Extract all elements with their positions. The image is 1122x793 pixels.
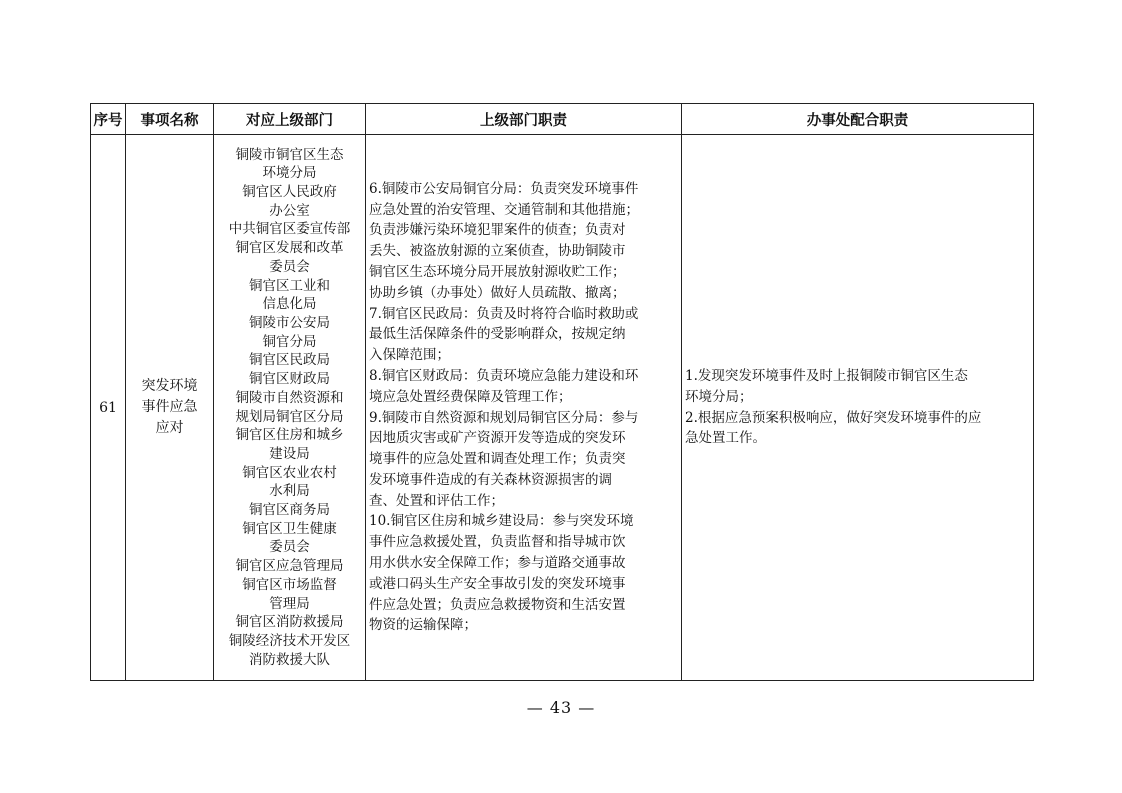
header-item-name: 事项名称 — [126, 104, 214, 135]
text-line: 协助乡镇（办事处）做好人员疏散、撤离； — [369, 284, 626, 301]
text-line: 丢失、被盗放射源的立案侦查，协助铜陵市 — [369, 243, 626, 260]
text-line: 6.铜陵市公安局铜官分局：负责突发环境事件 — [369, 180, 639, 197]
text-line: 铜官区市场监督 — [242, 576, 337, 593]
text-line: 8.铜官区财政局：负责环境应急能力建设和环 — [369, 367, 639, 384]
text-line: 铜陵市铜官区生态 — [235, 146, 344, 163]
text-line: 铜官区应急管理局 — [235, 558, 344, 575]
text-line: 物资的运输保障； — [369, 617, 477, 634]
cell-duty — [366, 135, 682, 681]
text-line: 事件应急救援处置，负责监督和指导城市饮 — [369, 534, 626, 551]
table-row — [91, 135, 1034, 681]
text-line: 规划局铜官区分局 — [235, 408, 344, 425]
text-line: 10.铜官区住房和城乡建设局：参与突发环境 — [369, 513, 634, 530]
header-seq: 序号 — [91, 104, 126, 135]
text-line: 环境分局； — [685, 388, 753, 405]
header-duty: 上级部门职责 — [366, 104, 682, 135]
text-line: 信息化局 — [262, 296, 317, 313]
text-line: 2.根据应急预案积极响应，做好突发环境事件的应 — [685, 409, 982, 426]
text-line: 建设局 — [269, 445, 310, 462]
text-line: 中共铜官区委宣传部 — [228, 221, 351, 238]
text-line: 事件应急 — [141, 399, 198, 415]
text-line: 件应急处置；负责应急救援物资和生活安置 — [369, 596, 626, 613]
text-line: 办公室 — [269, 202, 310, 219]
text-line: 发环境事件造成的有关森林资源损害的调 — [369, 471, 612, 488]
text-line: 用水供水安全保障工作；参与道路交通事故 — [369, 555, 626, 572]
text-line: 委员会 — [269, 258, 310, 275]
text-line: 因地质灾害或矿产资源开发等造成的突发环 — [369, 430, 626, 447]
header-row — [91, 104, 1034, 135]
header-dept: 对应上级部门 — [214, 104, 366, 135]
text-line: 铜官区发展和改革 — [235, 240, 344, 257]
cell-item-name — [126, 135, 214, 681]
text-line: 铜官区卫生健康 — [242, 520, 337, 537]
text-line: 铜陵经济技术开发区 — [228, 632, 351, 649]
text-line: 环境分局 — [262, 165, 317, 182]
text-line: 铜官分局 — [262, 333, 317, 350]
text-line: 铜陵市自然资源和 — [235, 389, 344, 406]
cell-seq: 61 — [91, 135, 126, 681]
text-line: 铜官区民政局 — [249, 352, 330, 369]
text-line: 应对 — [155, 420, 184, 436]
page-number: — 43 — — [526, 698, 596, 717]
text-line: 消防救援大队 — [249, 651, 330, 668]
text-line: 铜官区消防救援局 — [235, 614, 344, 631]
text-line: 委员会 — [269, 539, 310, 556]
text-line: 最低生活保障条件的受影响群众，按规定纳 — [369, 326, 626, 343]
text-line: 铜陵市公安局 — [249, 314, 330, 331]
text-line: 铜官区工业和 — [249, 277, 330, 294]
text-line: 铜官区农业农村 — [242, 464, 337, 481]
text-line: 铜官区商务局 — [249, 502, 330, 519]
cell-coop — [682, 135, 1034, 681]
text-line: 应急处置的治安管理、交通管制和其他措施； — [369, 201, 639, 218]
text-line: 1.发现突发环境事件及时上报铜陵市铜官区生态 — [685, 367, 968, 384]
text-line: 水利局 — [269, 483, 310, 500]
duty-table — [90, 103, 1034, 681]
text-line: 急处置工作。 — [685, 430, 766, 447]
text-line: 铜官区财政局 — [249, 371, 330, 388]
text-line: 查、处置和评估工作； — [369, 492, 504, 509]
text-line: 负责涉嫌污染环境犯罪案件的侦查；负责对 — [369, 222, 626, 239]
cell-dept — [214, 135, 366, 681]
text-line: 铜官区生态环境分局开展放射源收贮工作； — [369, 263, 626, 280]
text-line: 7.铜官区民政局：负责及时将符合临时救助或 — [369, 305, 639, 322]
header-coop: 办事处配合职责 — [682, 104, 1034, 135]
text-line: 境事件的应急处置和调查处理工作；负责突 — [369, 451, 626, 468]
text-line: 境应急处置经费保障及管理工作； — [369, 388, 572, 405]
text-line: 铜官区住房和城乡 — [235, 427, 344, 444]
text-line: 9.铜陵市自然资源和规划局铜官区分局：参与 — [369, 409, 639, 426]
text-line: 或港口码头生产安全事故引发的突发环境事 — [369, 575, 626, 592]
text-line: 入保障范围； — [369, 347, 450, 364]
text-line: 管理局 — [269, 595, 310, 612]
text-line: 铜官区人民政府 — [242, 184, 337, 201]
text-line: 突发环境 — [141, 378, 198, 394]
